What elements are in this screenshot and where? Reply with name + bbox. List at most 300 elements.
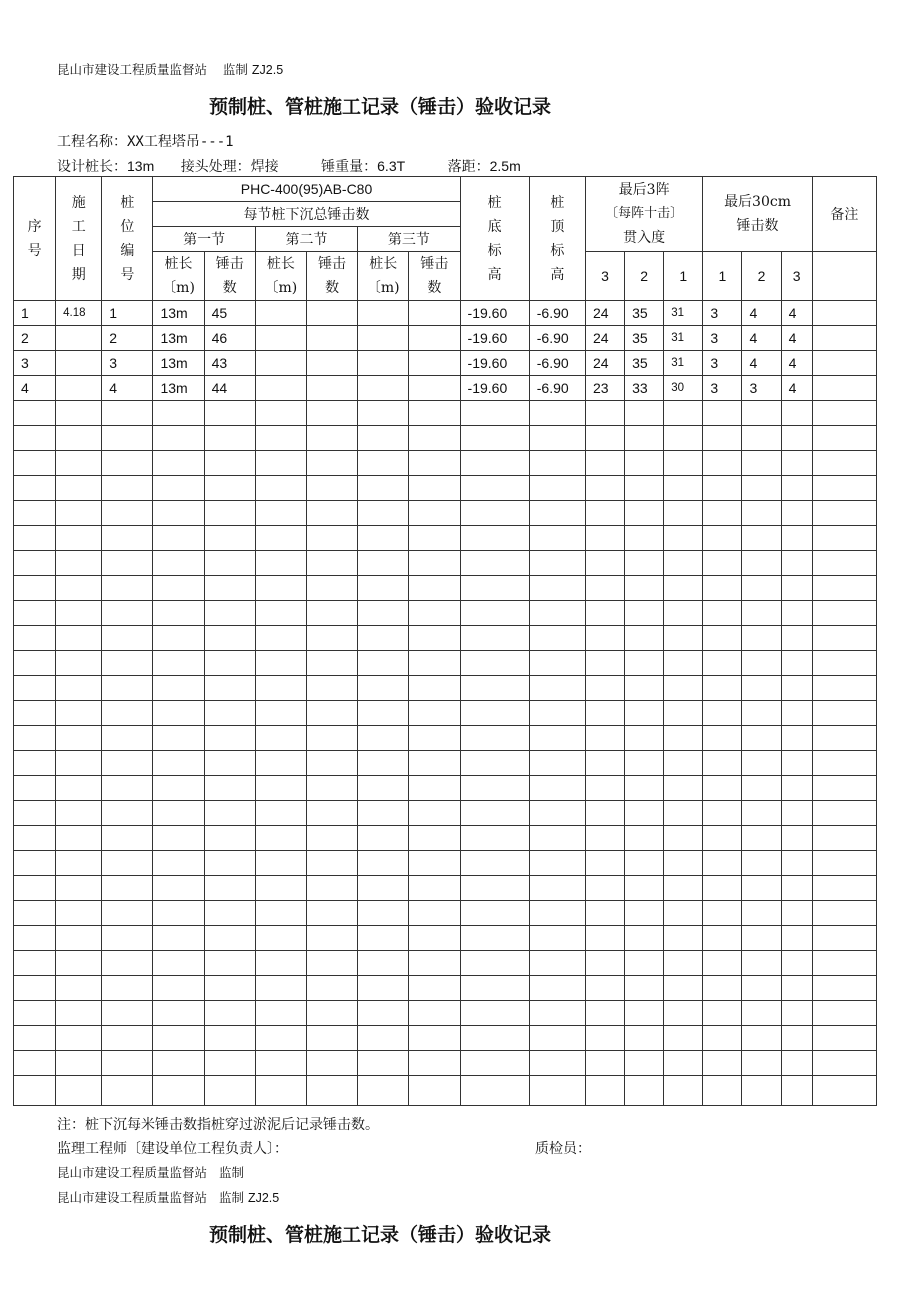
cell-c3 <box>781 526 812 551</box>
cell-p2 <box>625 401 664 426</box>
cell-seq <box>14 876 56 901</box>
cell-len1 <box>153 676 204 701</box>
cell-bottom <box>460 526 529 551</box>
cell-c2 <box>742 1026 781 1051</box>
cell-top <box>529 851 585 876</box>
cell-blows2 <box>306 501 357 526</box>
cell-blows3 <box>409 826 460 851</box>
cell-p1 <box>664 801 703 826</box>
cell-bottom <box>460 701 529 726</box>
cell-blows2 <box>306 476 357 501</box>
cell-p3 <box>585 826 624 851</box>
sec1-blows-header: 锤击 数 <box>204 252 255 301</box>
cell-date <box>56 776 102 801</box>
cell-p2 <box>625 1076 664 1106</box>
cell-blows1 <box>204 826 255 851</box>
cell-remark <box>812 651 876 676</box>
cell-p1 <box>664 776 703 801</box>
cell-len1 <box>153 551 204 576</box>
cell-p3 <box>585 426 624 451</box>
cell-len3 <box>358 701 409 726</box>
cell-blows1: 46 <box>204 326 255 351</box>
cell-c3 <box>781 601 812 626</box>
cell-bottom <box>460 551 529 576</box>
cell-seq <box>14 601 56 626</box>
cell-pile <box>102 751 153 776</box>
cell-date <box>56 951 102 976</box>
table-row <box>14 951 877 976</box>
cell-len3 <box>358 326 409 351</box>
cell-len3 <box>358 576 409 601</box>
cell-remark <box>812 701 876 726</box>
cell-c3 <box>781 1051 812 1076</box>
cell-remark <box>812 526 876 551</box>
last30-col-3: 3 <box>781 252 812 301</box>
cell-top <box>529 626 585 651</box>
cell-len3 <box>358 751 409 776</box>
cell-blows3 <box>409 876 460 901</box>
section2-header: 第二节 <box>255 227 357 252</box>
cell-len1 <box>153 626 204 651</box>
cell-top <box>529 701 585 726</box>
cell-c2: 4 <box>742 351 781 376</box>
cell-blows2 <box>306 601 357 626</box>
cell-top <box>529 476 585 501</box>
cell-p3 <box>585 776 624 801</box>
cell-p2 <box>625 501 664 526</box>
cell-p3 <box>585 526 624 551</box>
cell-bottom <box>460 926 529 951</box>
cell-pile <box>102 876 153 901</box>
cell-c3 <box>781 701 812 726</box>
cell-c1 <box>703 751 742 776</box>
cell-c1 <box>703 926 742 951</box>
cell-top <box>529 1026 585 1051</box>
cell-p2 <box>625 776 664 801</box>
cell-blows2 <box>306 626 357 651</box>
cell-c2 <box>742 676 781 701</box>
cell-bottom <box>460 776 529 801</box>
cell-p2: 35 <box>625 351 664 376</box>
cell-seq <box>14 501 56 526</box>
cell-date <box>56 426 102 451</box>
cell-p1 <box>664 401 703 426</box>
cell-p2 <box>625 826 664 851</box>
cell-c3 <box>781 851 812 876</box>
cell-p2 <box>625 451 664 476</box>
cell-pile <box>102 976 153 1001</box>
cell-len2 <box>255 351 306 376</box>
cell-p2 <box>625 526 664 551</box>
cell-blows2 <box>306 426 357 451</box>
col-pile-no-header: 桩 位 编 号 <box>102 177 153 301</box>
cell-remark <box>812 376 876 401</box>
joint-value: 焊接 <box>250 159 279 175</box>
remark-header: 备注 <box>812 177 876 252</box>
cell-len2 <box>255 376 306 401</box>
cell-blows3 <box>409 1076 460 1106</box>
cell-bottom <box>460 826 529 851</box>
cell-date <box>56 551 102 576</box>
cell-blows2 <box>306 726 357 751</box>
cell-len2 <box>255 876 306 901</box>
cell-date <box>56 851 102 876</box>
cell-top <box>529 751 585 776</box>
cell-p3 <box>585 551 624 576</box>
cell-p1: 31 <box>664 326 703 351</box>
cell-remark <box>812 1001 876 1026</box>
cell-c1 <box>703 426 742 451</box>
cell-date <box>56 751 102 776</box>
cell-pile: 2 <box>102 326 153 351</box>
cell-c2 <box>742 551 781 576</box>
cell-bottom <box>460 976 529 1001</box>
cell-p2 <box>625 901 664 926</box>
cell-seq <box>14 1026 56 1051</box>
cell-c3 <box>781 801 812 826</box>
sec2-length-header: 桩长 〔m) <box>255 252 306 301</box>
cell-p3: 24 <box>585 326 624 351</box>
cell-seq <box>14 551 56 576</box>
cell-date <box>56 351 102 376</box>
cell-date <box>56 476 102 501</box>
cell-c2 <box>742 826 781 851</box>
cell-pile <box>102 701 153 726</box>
cell-remark <box>812 926 876 951</box>
cell-remark <box>812 726 876 751</box>
cell-remark <box>812 976 876 1001</box>
cell-len3 <box>358 1051 409 1076</box>
cell-p2 <box>625 951 664 976</box>
cell-date <box>56 1001 102 1026</box>
cell-top <box>529 576 585 601</box>
cell-c1 <box>703 1051 742 1076</box>
cell-c3 <box>781 551 812 576</box>
cell-len1 <box>153 651 204 676</box>
cell-seq <box>14 926 56 951</box>
cell-blows1 <box>204 401 255 426</box>
cell-p2 <box>625 926 664 951</box>
cell-blows1 <box>204 526 255 551</box>
cell-blows2 <box>306 976 357 1001</box>
cell-date <box>56 726 102 751</box>
cell-bottom <box>460 876 529 901</box>
cell-top <box>529 826 585 851</box>
cell-seq: 2 <box>14 326 56 351</box>
cell-p1 <box>664 551 703 576</box>
cell-len3 <box>358 651 409 676</box>
cell-date <box>56 1051 102 1076</box>
cell-blows3 <box>409 351 460 376</box>
cell-date <box>56 376 102 401</box>
cell-pile: 1 <box>102 301 153 326</box>
cell-c1 <box>703 701 742 726</box>
cell-top: -6.90 <box>529 376 585 401</box>
cell-date <box>56 826 102 851</box>
cell-blows1 <box>204 901 255 926</box>
table-row <box>14 826 877 851</box>
cell-c1: 3 <box>703 326 742 351</box>
cell-pile <box>102 951 153 976</box>
cell-pile <box>102 501 153 526</box>
page-title: 预制桩、管桩施工记录（锤击）验收记录 <box>208 96 551 118</box>
cell-pile <box>102 851 153 876</box>
cell-blows3 <box>409 401 460 426</box>
cell-len2 <box>255 851 306 876</box>
cell-c1 <box>703 951 742 976</box>
design-length-value: 13m <box>127 158 155 174</box>
cell-top <box>529 926 585 951</box>
cell-blows3 <box>409 326 460 351</box>
cell-p1 <box>664 826 703 851</box>
cell-blows3 <box>409 726 460 751</box>
cell-blows2 <box>306 401 357 426</box>
cell-len3 <box>358 401 409 426</box>
cell-len3 <box>358 551 409 576</box>
cell-blows2 <box>306 876 357 901</box>
cell-len1 <box>153 776 204 801</box>
cell-c3 <box>781 1076 812 1106</box>
cell-p2 <box>625 426 664 451</box>
cell-seq <box>14 526 56 551</box>
cell-blows2 <box>306 326 357 351</box>
cell-blows1 <box>204 876 255 901</box>
cell-p3 <box>585 1001 624 1026</box>
cell-bottom <box>460 1026 529 1051</box>
supervisor-label: 监理工程师〔建设单位工程负责人〕： <box>57 1141 288 1157</box>
cell-blows2 <box>306 1076 357 1106</box>
station-name: 昆山市建设工程质量监督站 <box>57 62 208 77</box>
cell-pile <box>102 651 153 676</box>
cell-p1: 30 <box>664 376 703 401</box>
cell-top <box>529 876 585 901</box>
cell-top <box>529 601 585 626</box>
table-row <box>14 451 877 476</box>
col-date-header: 施 工 日 期 <box>56 177 102 301</box>
table-row <box>14 401 877 426</box>
cell-blows3 <box>409 1026 460 1051</box>
cell-len2 <box>255 976 306 1001</box>
cell-date <box>56 1076 102 1106</box>
cell-pile: 4 <box>102 376 153 401</box>
cell-seq: 4 <box>14 376 56 401</box>
cell-p1 <box>664 626 703 651</box>
cell-p3 <box>585 901 624 926</box>
cell-blows3 <box>409 626 460 651</box>
cell-blows2 <box>306 851 357 876</box>
table-row <box>14 526 877 551</box>
page-title-repeat: 预制桩、管桩施工记录（锤击）验收记录 <box>208 1224 551 1246</box>
cell-pile <box>102 1026 153 1051</box>
cell-len1 <box>153 501 204 526</box>
cell-top <box>529 426 585 451</box>
cell-date <box>56 976 102 1001</box>
cell-c1: 3 <box>703 351 742 376</box>
cell-date <box>56 626 102 651</box>
cell-bottom: -19.60 <box>460 326 529 351</box>
cell-len2 <box>255 576 306 601</box>
cell-c2 <box>742 776 781 801</box>
cell-bottom <box>460 426 529 451</box>
cell-p3 <box>585 1026 624 1051</box>
cell-blows1 <box>204 951 255 976</box>
cell-p1 <box>664 1001 703 1026</box>
cell-pile <box>102 451 153 476</box>
cell-p3 <box>585 501 624 526</box>
cell-p2 <box>625 726 664 751</box>
cell-seq <box>14 751 56 776</box>
cell-p3 <box>585 951 624 976</box>
cell-blows2 <box>306 826 357 851</box>
cell-len3 <box>358 451 409 476</box>
cell-len3 <box>358 626 409 651</box>
cell-bottom <box>460 851 529 876</box>
cell-p3 <box>585 1076 624 1106</box>
cell-c2 <box>742 901 781 926</box>
drop-height-label: 落距： <box>447 159 490 175</box>
cell-top <box>529 1051 585 1076</box>
table-row <box>14 301 877 326</box>
cell-remark <box>812 476 876 501</box>
cell-blows3 <box>409 476 460 501</box>
cell-blows3 <box>409 701 460 726</box>
cell-p2 <box>625 701 664 726</box>
cell-blows1 <box>204 801 255 826</box>
cell-c1 <box>703 501 742 526</box>
cell-len3 <box>358 876 409 901</box>
cell-len2 <box>255 326 306 351</box>
cell-p3: 24 <box>585 351 624 376</box>
cell-c3 <box>781 876 812 901</box>
cell-top <box>529 1076 585 1106</box>
cell-c1 <box>703 826 742 851</box>
table-row <box>14 851 877 876</box>
cell-p3 <box>585 451 624 476</box>
cell-p3 <box>585 751 624 776</box>
cell-blows2 <box>306 376 357 401</box>
cell-top <box>529 801 585 826</box>
cell-p3 <box>585 476 624 501</box>
cell-pile <box>102 601 153 626</box>
table-row <box>14 901 877 926</box>
cell-c3 <box>781 726 812 751</box>
cell-p1 <box>664 926 703 951</box>
cell-bottom <box>460 1001 529 1026</box>
cell-date <box>56 926 102 951</box>
cell-top: -6.90 <box>529 351 585 376</box>
cell-seq <box>14 951 56 976</box>
signature-line <box>57 1138 288 1158</box>
cell-c1 <box>703 551 742 576</box>
cell-p1 <box>664 976 703 1001</box>
cell-top <box>529 526 585 551</box>
cell-p1 <box>664 951 703 976</box>
table-row <box>14 551 877 576</box>
cell-blows1 <box>204 726 255 751</box>
cell-len1 <box>153 901 204 926</box>
cell-top <box>529 951 585 976</box>
cell-blows1 <box>204 751 255 776</box>
cell-blows1 <box>204 1026 255 1051</box>
cell-c1: 3 <box>703 301 742 326</box>
hammer-weight-value: 6.3T <box>377 158 406 174</box>
cell-len1 <box>153 976 204 1001</box>
cell-p3 <box>585 851 624 876</box>
last30-col-2: 2 <box>742 252 781 301</box>
cell-top: -6.90 <box>529 326 585 351</box>
cell-pile <box>102 901 153 926</box>
cell-p2 <box>625 626 664 651</box>
cell-seq <box>14 851 56 876</box>
cell-blows1 <box>204 476 255 501</box>
cell-blows3 <box>409 926 460 951</box>
cell-date <box>56 451 102 476</box>
cell-len3 <box>358 851 409 876</box>
cell-c2: 4 <box>742 301 781 326</box>
cell-p3 <box>585 676 624 701</box>
cell-p3 <box>585 976 624 1001</box>
cell-pile <box>102 426 153 451</box>
cell-p3 <box>585 926 624 951</box>
pile-record-table <box>13 176 877 1106</box>
cell-len2 <box>255 951 306 976</box>
cell-len3 <box>358 376 409 401</box>
cell-c2 <box>742 501 781 526</box>
cell-seq <box>14 426 56 451</box>
cell-p1 <box>664 1076 703 1106</box>
cell-seq <box>14 701 56 726</box>
cell-remark <box>812 751 876 776</box>
cell-len1 <box>153 451 204 476</box>
cell-pile <box>102 1051 153 1076</box>
cell-blows2 <box>306 1001 357 1026</box>
cell-c1 <box>703 626 742 651</box>
footer-note: 注：桩下沉每米锤击数指桩穿过淤泥后记录锤击数。 <box>57 1117 379 1133</box>
specs-line <box>57 156 521 176</box>
cell-c1 <box>703 901 742 926</box>
cell-remark <box>812 351 876 376</box>
cell-blows1 <box>204 676 255 701</box>
cell-blows3 <box>409 301 460 326</box>
cell-c1 <box>703 451 742 476</box>
col-seq-header: 序 号 <box>14 177 56 301</box>
cell-p1 <box>664 651 703 676</box>
cell-c1 <box>703 801 742 826</box>
cell-len3 <box>358 826 409 851</box>
cell-pile <box>102 801 153 826</box>
inspector-label: 质检员： <box>535 1141 591 1157</box>
project-line <box>57 131 234 151</box>
form-label: 监制 <box>222 62 248 77</box>
cell-p1 <box>664 451 703 476</box>
cell-top <box>529 1001 585 1026</box>
cell-p1 <box>664 701 703 726</box>
cell-blows3 <box>409 601 460 626</box>
cell-pile: 3 <box>102 351 153 376</box>
cell-c2 <box>742 576 781 601</box>
cell-bottom <box>460 676 529 701</box>
cell-blows2 <box>306 576 357 601</box>
cell-len3 <box>358 776 409 801</box>
cell-remark <box>812 901 876 926</box>
table-row <box>14 801 877 826</box>
cell-remark <box>812 626 876 651</box>
table-row <box>14 501 877 526</box>
cell-c2 <box>742 976 781 1001</box>
last30cm-header: 最后30cm 锤击数 <box>703 177 812 252</box>
cell-p3 <box>585 601 624 626</box>
cell-blows2 <box>306 301 357 326</box>
